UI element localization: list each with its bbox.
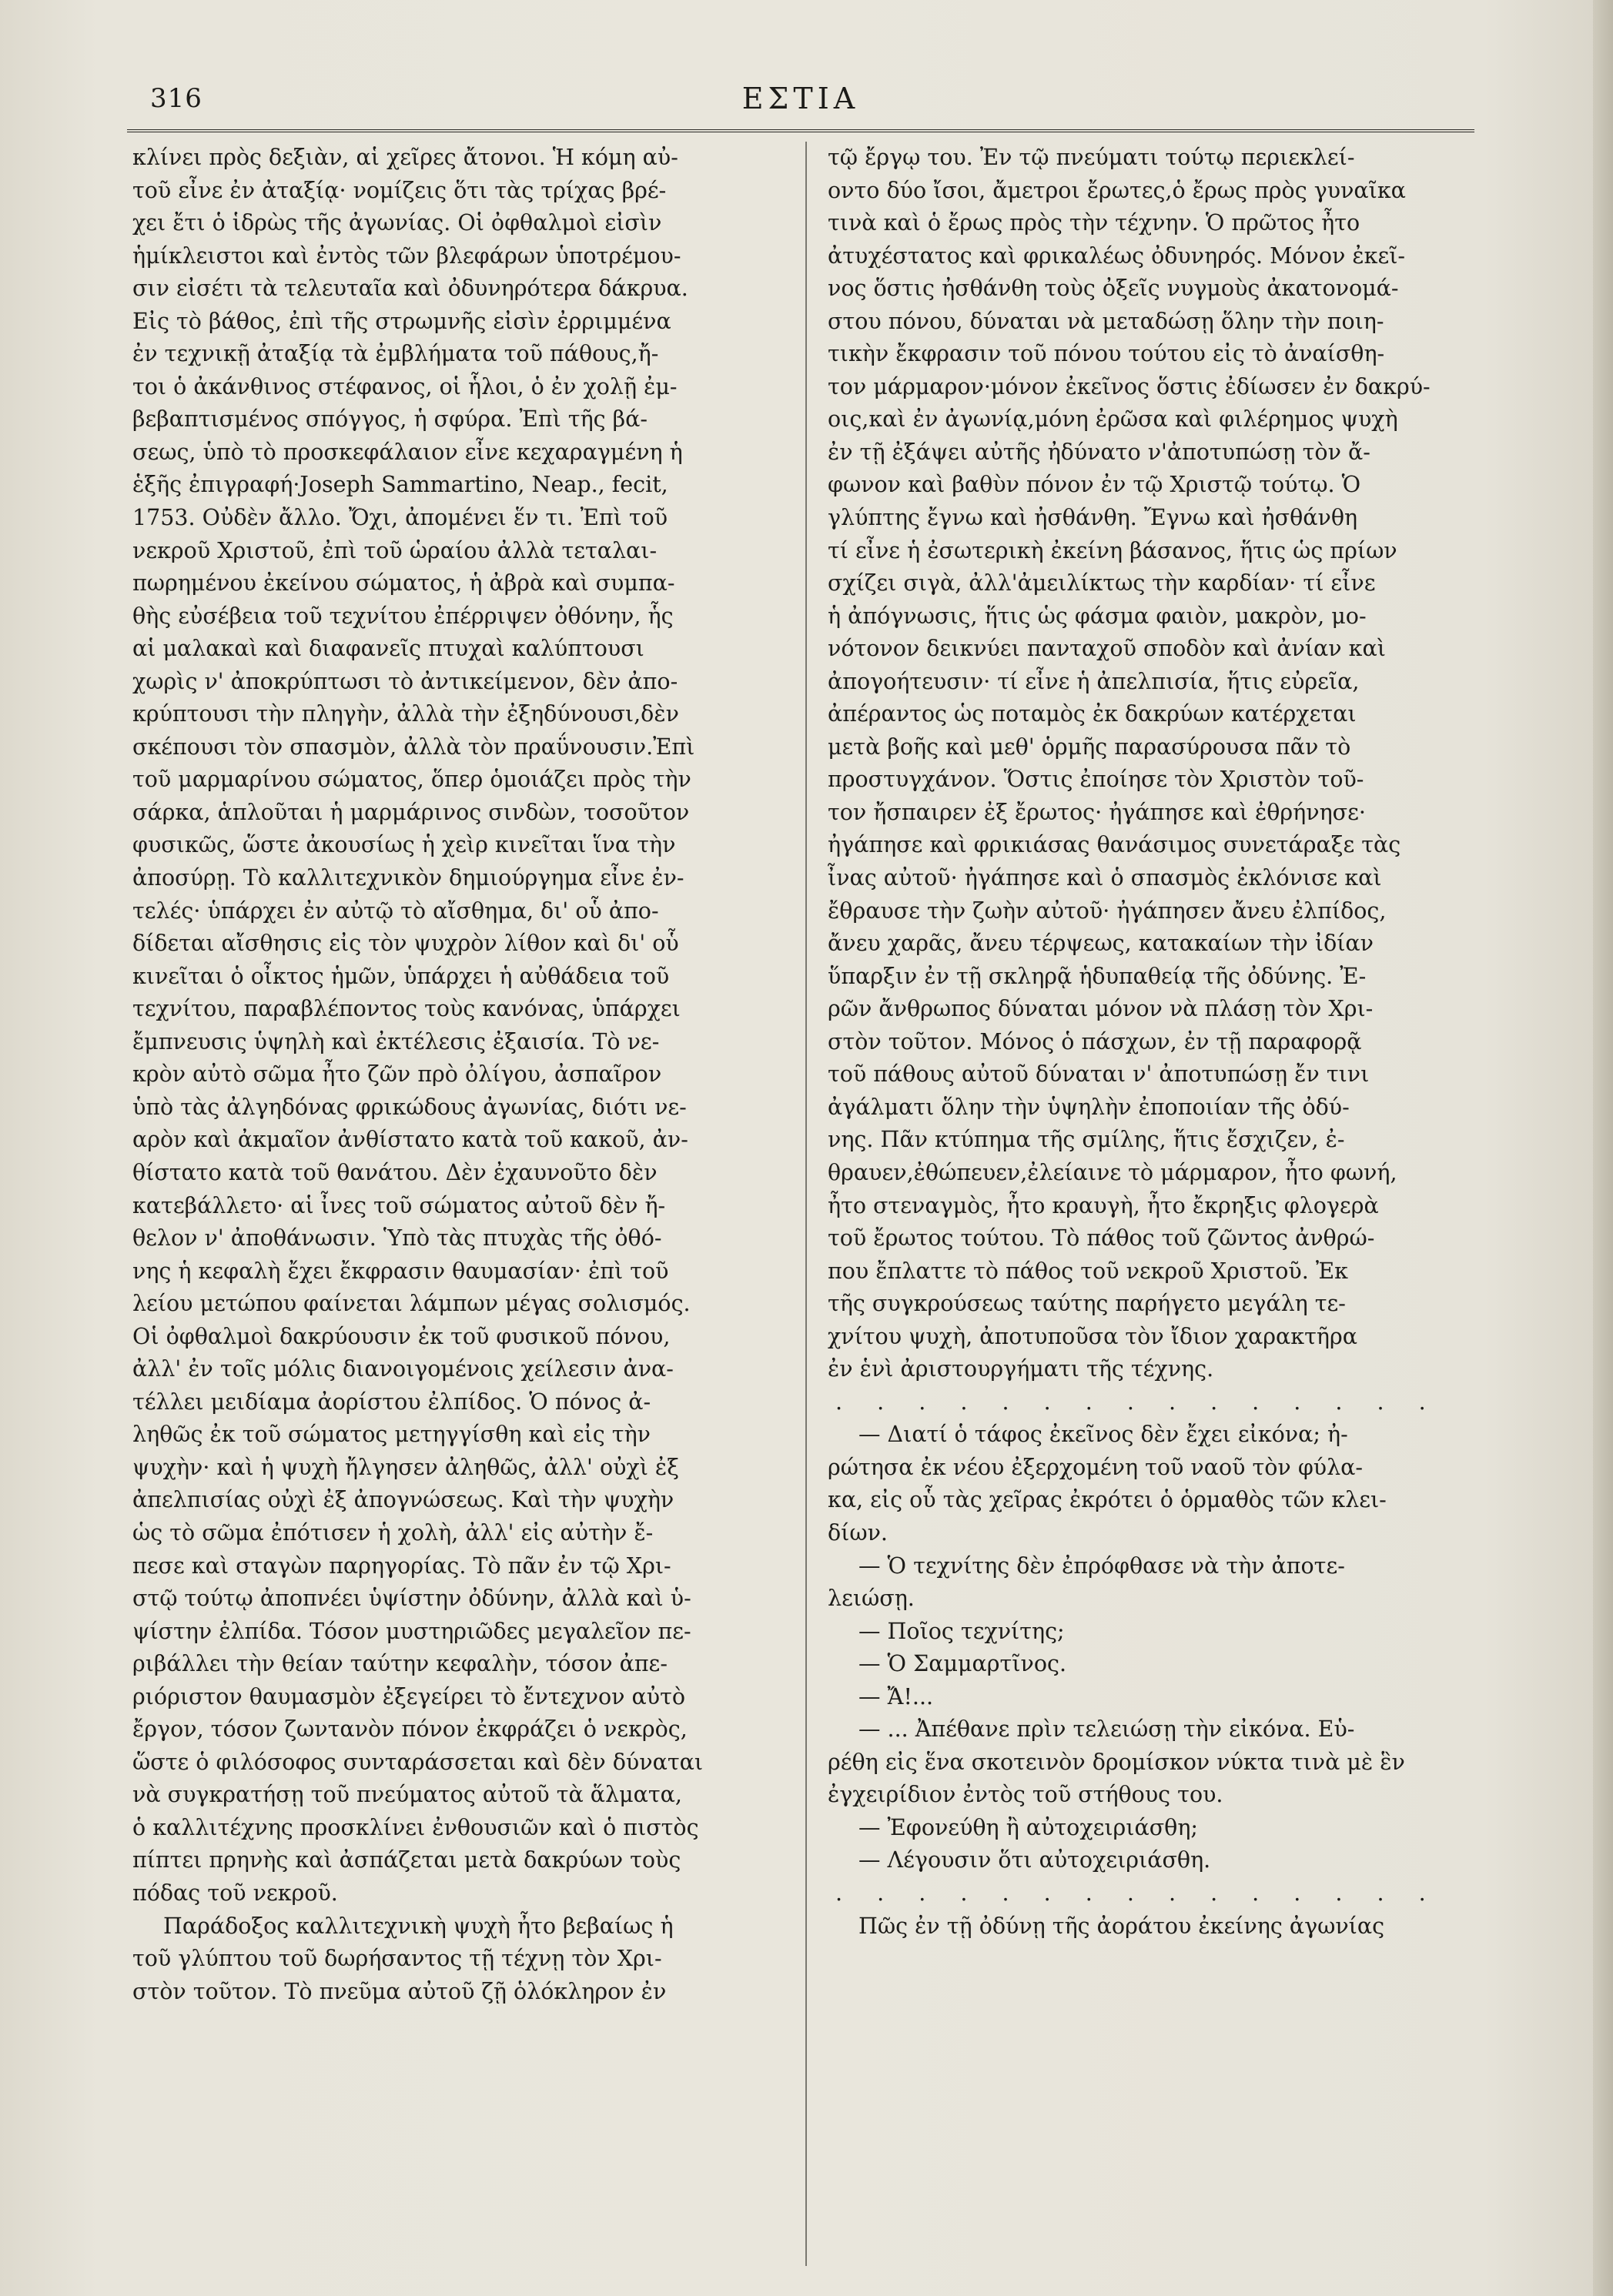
text-line: ἡμίκλειστοι καὶ ἐντὸς τῶν βλεφάρων ὑποτρέμου- (132, 242, 681, 269)
text-line: θραυεν,ἐθώπευεν,ἐλείαινε τὸ μάρμαρον, ἦτο φωνή, (828, 1159, 1397, 1185)
text-line: ριβάλλει τὴν θείαν ταύτην κεφαλὴν, τόσον ἀπε- (132, 1651, 668, 1677)
text-line: πωρημένου ἐκείνου σώματος, ἡ ἀβρὰ καὶ συμπα- (132, 570, 675, 597)
text-line: τελές· ὑπάρχει ἐν αὐτῷ τὸ αἴσθημα, δι' οὗ ἀπο- (132, 897, 659, 924)
text-line: τεχνίτου, παραβλέποντος τοὺς κανόνας, ὑπάρχει (132, 996, 681, 1022)
right-column (828, 142, 1474, 1943)
text-line: ἑξῆς ἐπιγραφή·Joseph Sammartino, Neap., fecit, (132, 472, 668, 498)
text-line: μετὰ βοῆς καὶ μεθ' ὁρμῆς παρασύρουσα πᾶν τὸ (828, 734, 1351, 760)
text-line: τον ἤσπαιρεν ἐξ ἔρωτος· ἠγάπησε καὶ ἐθρήνησε· (828, 799, 1366, 825)
text-line: τῆς συγκρούσεως ταύτης παρήγετο μεγάλη τε- (828, 1291, 1346, 1317)
text-line: νος ὅστις ἠσθάνθη τοὺς ὀξεῖς νυγμοὺς ἀκατονομά- (828, 276, 1399, 302)
text-line: στὸν τοῦτον. Μόνος ὁ πάσχων, ἐν τῇ παραφορᾷ (828, 1028, 1362, 1054)
text-line: αἱ μαλακαὶ καὶ διαφανεῖς πτυχαὶ καλύπτουσι (132, 636, 644, 662)
text-line: πίπτει πρηνὴς καὶ ἀσπάζεται μετὰ δακρύων τοὺς (132, 1847, 681, 1873)
page-header (127, 77, 1474, 123)
text-line: ψυχὴν· καὶ ἡ ψυχὴ ἤλγησεν ἀληθῶς, ἀλλ' οὐχὶ ἐξ (132, 1454, 679, 1480)
text-line: τοῦ ἔρωτος τούτου. Τὸ πάθος τοῦ ζῶντος ἀνθρώ- (828, 1225, 1375, 1252)
text-line: — Διατί ὁ τάφος ἐκεῖνος δὲν ἔχει εἰκόνα; ἠ- (858, 1422, 1348, 1448)
text-line: προστυγχάνον. Ὅστις ἐποίησε τὸν Χριστὸν τοῦ- (828, 767, 1364, 793)
text-line: στου πόνου, δύναται νὰ μεταδώσῃ ὅλην τὴν ποιη- (828, 308, 1384, 334)
text-line: ἐν ἑνὶ ἀριστουργήματι τῆς τέχνης. (828, 1356, 1214, 1382)
text-line: σάρκα, ἁπλοῦται ἡ μαρμάρινος σινδὼν, τοσοῦτον (132, 799, 690, 825)
text-line: ὥστε ὁ φιλόσοφος συνταράσσεται καὶ δὲν δύναται (132, 1749, 704, 1775)
text-line: λείου μετώπου φαίνεται λάμπων μέγας σολισμός. (132, 1291, 691, 1317)
text-line: ὡς τὸ σῶμα ἐπότισεν ἡ χολὴ, ἀλλ' εἰς αὐτὴν ἔ- (132, 1519, 654, 1546)
text-line: χωρὶς ν' ἀποκρύπτωσι τὸ ἀντικείμενον, δὲν ἀπο- (132, 668, 678, 694)
text-line: τοῦ μαρμαρίνου σώματος, ὅπερ ὁμοιάζει πρὸς τὴν (132, 767, 691, 793)
text-line: — Λέγουσιν ὅτι αὐτοχειριάσθη. (858, 1847, 1211, 1873)
text-line: ἦτο στεναγμὸς, ἦτο κραυγὴ, ἦτο ἔκρηξις φλογερὰ (828, 1192, 1379, 1218)
text-line: σιν εἰσέτι τὰ τελευταῖα καὶ ὀδυνηρότερα δάκρυα. (132, 276, 688, 302)
text-line: πεσε καὶ σταγὼν παρηγορίας. Τὸ πᾶν ἐν τῷ Χρι- (132, 1552, 671, 1579)
text-line: ἐγχειρίδιον ἐντὸς τοῦ στήθους του. (828, 1782, 1223, 1808)
text-line: νης ἡ κεφαλὴ ἔχει ἔκφρασιν θαυμασίαν· ἐπὶ τοῦ (132, 1258, 669, 1284)
text-line: Παράδοξος καλλιτεχνικὴ ψυχὴ ἦτο βεβαίως ἡ (163, 1913, 674, 1939)
text-line: — Ποῖος τεχνίτης; (858, 1618, 1065, 1644)
text-line: τοῦ εἶνε ἐν ἀταξίᾳ· νομίζεις ὅτι τὰς τρίχας βρέ- (132, 177, 667, 203)
text-line: φυσικῶς, ὥστε ἀκουσίως ἡ χεὶρ κινεῖται ἵνα τὴν (132, 832, 676, 858)
text-line: ὁ καλλιτέχνης προσκλίνει ἐνθουσιῶν καὶ ὁ πιστὸς (132, 1814, 699, 1840)
text-line: σεως, ὑπὸ τὸ προσκεφάλαιον εἶνε κεχαραγμένη ἡ (132, 439, 683, 465)
text-line: ψίστην ἐλπίδα. Τόσον μυστηριῶδες μεγαλεῖον πε- (132, 1618, 691, 1644)
text-line: ἀπέραντος ὡς ποταμὸς ἐκ δακρύων κατέρχεται (828, 701, 1357, 727)
text-line: ἄνευ χαρᾶς, ἄνευ τέρψεως, κατακαίων τὴν ἰδίαν (828, 931, 1374, 957)
text-line: ἐν τῇ ἐξάψει αὐτῆς ἠδύνατο ν'ἀποτυπώσῃ τὸν ἄ- (828, 439, 1370, 465)
text-line: σκέπουσι τὸν σπασμὸν, ἀλλὰ τὸν πραΰνουσιν.Ἐπὶ (132, 734, 695, 760)
text-line: τῷ ἔργῳ του. Ἐν τῷ πνεύματι τούτῳ περιεκλεί- (828, 145, 1355, 170)
text-line: πόδας τοῦ νεκροῦ. (132, 1880, 338, 1906)
text-line: λειώσῃ. (828, 1586, 915, 1612)
text-line: ρώτησα ἐκ νέου ἐξερχομένη τοῦ ναοῦ τὸν φύλα- (828, 1454, 1364, 1480)
text-line: θελον ν' ἀποθάνωσιν. Ὑπὸ τὰς πτυχὰς τῆς ὀθό- (132, 1225, 662, 1252)
text-line: θίστατο κατὰ τοῦ θανάτου. Δὲν ἐχαυνοῦτο δὲν (132, 1159, 658, 1185)
text-line: αρὸν καὶ ἀκμαῖον ἀνθίστατο κατὰ τοῦ κακοῦ, ἀν- (132, 1127, 688, 1153)
text-line: τον μάρμαρον·μόνον ἐκεῖνος ὅστις ἐδίωσεν ἐν δακρύ- (828, 373, 1431, 399)
text-line: — Ὁ Σαμμαρτῖνος. (858, 1651, 1066, 1677)
text-line: ἶνας αὐτοῦ· ἠγάπησε καὶ ὁ σπασμὸς ἐκλόνισε καὶ (828, 865, 1382, 891)
text-line: — Ὁ τεχνίτης δὲν ἐπρόφθασε νὰ τὴν ἀποτε- (858, 1552, 1345, 1579)
text-line: ἡ ἀπόγνωσις, ἥτις ὡς φάσμα φαιὸν, μακρὸν, μο- (828, 603, 1367, 629)
text-line: τοῦ γλύπτου τοῦ δωρήσαντος τῇ τέχνῃ τὸν Χρι- (132, 1946, 662, 1972)
text-line: ἀλλ' ἐν τοῖς μόλις διανοιγομένοις χείλεσιν ἀνα- (132, 1356, 674, 1382)
text-line: . . . . . . . . . . . . . . . (835, 1389, 1440, 1415)
running-title: ΕΣΤΙΑ (741, 82, 860, 115)
text-line: ἔμπνευσις ὑψηλὴ καὶ ἐκτέλεσις ἐξαισία. Τὸ νε- (132, 1028, 660, 1054)
text-line: κρύπτουσι τὴν πληγὴν, ἀλλὰ τὴν ἐξηδύνουσι,δὲν (132, 701, 679, 727)
text-line: ρῶν ἄνθρωπος δύναται μόνον νὰ πλάσῃ τὸν Χρι- (828, 996, 1374, 1022)
text-line: ἔργον, τόσον ζωντανὸν πόνον ἐκφράζει ὁ νεκρὸς, (132, 1716, 688, 1743)
text-line: στὸν τοῦτον. Τὸ πνεῦμα αὐτοῦ ζῇ ὁλόκληρον ἐν (132, 1978, 667, 2004)
text-line: τοῦ πάθους αὐτοῦ δύναται ν' ἀποτυπώσῃ ἔν τινι (828, 1061, 1370, 1088)
text-line: κα, εἰς οὗ τὰς χεῖρας ἐκρότει ὁ ὁρμαθὸς τῶν κλει- (828, 1487, 1387, 1513)
text-line: — Ἐφονεύθη ἢ αὐτοχειριάσθη; (858, 1814, 1198, 1840)
text-line: φωνον καὶ βαθὺν πόνον ἐν τῷ Χριστῷ τούτῳ. Ὁ (828, 472, 1361, 498)
text-line: βεβαπτισμένος σπόγγος, ἡ σφύρα. Ἐπὶ τῆς βά- (132, 406, 648, 433)
text-line: τικὴν ἔκφρασιν τοῦ πόνου τούτου εἰς τὸ ἀναίσθη- (828, 341, 1385, 367)
text-line: νεκροῦ Χριστοῦ, ἐπὶ τοῦ ὡραίου ἀλλὰ τεταλαι- (132, 537, 658, 563)
text-line: γλύπτης ἔγνω καὶ ἠσθάνθη. Ἔγνω καὶ ἠσθάνθη (828, 505, 1358, 531)
text-line: οις,καὶ ἐν ἀγωνίᾳ,μόνη ἐρῶσα καὶ φιλέρημος ψυχὴ (828, 406, 1398, 433)
text-line: 1753. Οὐδὲν ἄλλο. Ὄχι, ἀπομένει ἕν τι. Ἐπὶ τοῦ (132, 505, 668, 531)
text-line: . . . . . . . . . . . . . . . (835, 1880, 1440, 1906)
text-line: σχίζει σιγὰ, ἀλλ'ἀμειλίκτως τὴν καρδίαν· τί εἶνε (828, 570, 1376, 597)
text-line: θὴς εὐσέβεια τοῦ τεχνίτου ἐπέρριψεν ὀθόνην, ἧς (132, 603, 674, 629)
text-line: Πῶς ἐν τῇ ὀδύνῃ τῆς ἀοράτου ἐκείνης ἀγωνίας (858, 1913, 1385, 1939)
text-line: τινὰ καὶ ὁ ἔρως πρὸς τὴν τέχνην. Ὁ πρῶτος ἦτο (828, 210, 1360, 236)
text-line: νότονον δεικνύει πανταχοῦ σποδὸν καὶ ἀνίαν καὶ (828, 636, 1386, 662)
text-line: ρέθη εἰς ἕνα σκοτεινὸν δρομίσκον νύκτα τινὰ μὲ ἓν (828, 1749, 1405, 1775)
text-line: ἀτυχέστατος καὶ φρικαλέως ὀδυνηρός. Μόνον ἐκεῖ- (828, 242, 1406, 269)
text-line: — ... Ἀπέθανε πρὶν τελειώσῃ τὴν εἰκόνα. Εὑ- (858, 1716, 1355, 1743)
text-line: στῷ τούτῳ ἀποπνέει ὑψίστην ὀδύνην, ἀλλὰ καὶ ὑ- (132, 1586, 691, 1612)
text-line: κατεβάλλετο· αἱ ἶνες τοῦ σώματος αὐτοῦ δὲν ἤ- (132, 1192, 666, 1218)
text-line: κινεῖται ὁ οἶκτος ἡμῶν, ὑπάρχει ἡ αὐθάδεια τοῦ (132, 963, 670, 989)
text-line: Εἰς τὸ βάθος, ἐπὶ τῆς στρωμνῆς εἰσὶν ἐρριμμένα (132, 308, 671, 334)
text-line: δίων. (828, 1519, 888, 1546)
text-line: που ἔπλαττε τὸ πάθος τοῦ νεκροῦ Χριστοῦ. Ἐκ (828, 1258, 1348, 1284)
text-line: ὑπὸ τὰς ἀλγηδόνας φρικώδους ἀγωνίας, διότι νε- (132, 1094, 687, 1120)
text-line: ἠγάπησε καὶ φρικιάσας θανάσιμος συνετάραξε τὰς (828, 832, 1401, 858)
header-rule (127, 129, 1474, 132)
text-line: ἀποσύρῃ. Τὸ καλλιτεχνικὸν δημιούργημα εἶνε ἐν- (132, 865, 684, 891)
text-line: ληθῶς ἐκ τοῦ σώματος μετηγγίσθη καὶ εἰς τὴν (132, 1422, 651, 1448)
text-line: ριόριστον θαυμασμὸν ἐξεγείρει τὸ ἔντεχνον αὐτὸ (132, 1683, 686, 1709)
left-column (132, 142, 779, 2008)
text-line: — Ἄ!... (858, 1683, 934, 1709)
text-line: ὕπαρξιν ἐν τῇ σκληρᾷ ἡδυπαθείᾳ τῆς ὀδύνης. Ἐ- (828, 963, 1367, 989)
text-line: κλίνει πρὸς δεξιὰν, αἱ χεῖρες ἄτονοι. Ἡ κόμη αὐ- (132, 145, 678, 170)
column-divider (805, 142, 807, 2266)
page-spine-shadow (1593, 0, 1613, 2296)
page-number: 316 (150, 83, 202, 114)
text-line: οντο δύο ἴσοι, ἄμετροι ἔρωτες,ὁ ἔρως πρὸς γυναῖκα (828, 177, 1406, 203)
text-line: τοι ὁ ἀκάνθινος στέφανος, οἱ ἧλοι, ὁ ἐν χολῇ ἐμ- (132, 373, 678, 399)
text-line: ἀπελπισίας οὐχὶ ἐξ ἀπογνώσεως. Καὶ τὴν ψυχὴν (132, 1487, 674, 1513)
text-line: χνίτου ψυχὴ, ἀποτυποῦσα τὸν ἴδιον χαρακτῆρα (828, 1323, 1357, 1349)
text-line: νης. Πᾶν κτύπημα τῆς σμίλης, ἥτις ἔσχιζεν, ἐ- (828, 1127, 1345, 1153)
text-line: τί εἶνε ἡ ἐσωτερικὴ ἐκείνη βάσανος, ἥτις ὡς πρίων (828, 537, 1397, 563)
text-line: κρὸν αὐτὸ σῶμα ἦτο ζῶν πρὸ ὀλίγου, ἀσπαῖρον (132, 1061, 662, 1088)
text-line: νὰ συγκρατήσῃ τοῦ πνεύματος αὐτοῦ τὰ ἅλματα, (132, 1782, 682, 1808)
text-line: ἔθραυσε τὴν ζωὴν αὐτοῦ· ἠγάπησεν ἄνευ ἐλπίδος, (828, 897, 1387, 924)
text-line: Οἱ ὀφθαλμοὶ δακρύουσιν ἐκ τοῦ φυσικοῦ πόνου, (132, 1323, 671, 1349)
text-line: ἀγάλματι ὅλην τὴν ὑψηλὴν ἐποποιίαν τῆς ὀδύ- (828, 1094, 1350, 1120)
text-line: δίδεται αἴσθησις εἰς τὸν ψυχρὸν λίθον καὶ δι' οὗ (132, 931, 679, 957)
text-line: χει ἔτι ὁ ἱδρὼς τῆς ἀγωνίας. Οἱ ὀφθαλμοὶ εἰσὶν (132, 210, 662, 236)
text-line: ἀπογοήτευσιν· τί εἶνε ἡ ἀπελπισία, ἥτις εὐρεῖα, (828, 668, 1360, 694)
text-line: ἐν τεχνικῇ ἀταξίᾳ τὰ ἐμβλήματα τοῦ πάθους,ἤ- (132, 341, 659, 367)
text-line: τέλλει μειδίαμα ἀορίστου ἐλπίδος. Ὁ πόνος ἀ- (132, 1389, 651, 1415)
